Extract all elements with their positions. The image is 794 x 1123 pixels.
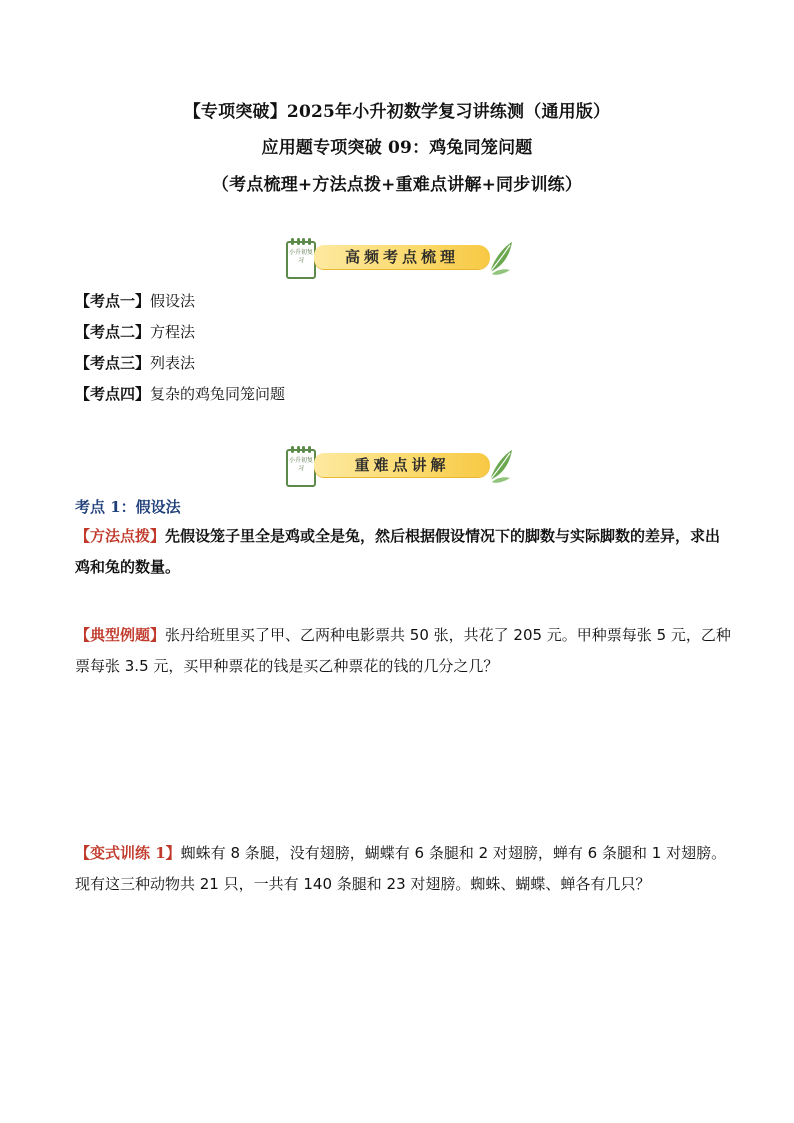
leaf-icon (486, 238, 516, 278)
variant-tag: 【变式训练 1】 (75, 844, 181, 862)
notebook-icon-text: 小升初复习 (288, 249, 313, 264)
notebook-icon (286, 449, 316, 487)
example-tag: 【典型例题】 (75, 626, 166, 644)
example-text: 张丹给班里买了甲、乙两种电影票共 50 张，共花了 205 元。甲种票每张 5 元，乙种票每张 3.5 元，买甲种票花的钱是买乙种票花的钱的几分之几？ (75, 626, 731, 675)
banner-kaodian (286, 238, 516, 282)
doc-title-line3: （考点梳理+方法点拨+重难点讲解+同步训练） (211, 175, 583, 195)
kaodian-tag: 【考点三】 (75, 354, 151, 372)
kaodian-tag: 【考点一】 (75, 292, 151, 310)
method-text: 先假设笼子里全是鸡或全是兔，然后根据假设情况下的脚数与实际脚数的差异，求出鸡和兔的数量。 (75, 527, 721, 576)
notebook-icon-text: 小升初复习 (288, 457, 313, 472)
kaodian-text: 列表法 (150, 354, 196, 372)
variant-paragraph (75, 838, 735, 900)
example-paragraph (75, 620, 735, 682)
method-paragraph (75, 521, 735, 583)
leaf-icon (486, 446, 516, 486)
banner-label: 重难点讲解 (354, 456, 450, 474)
kaodian-tag: 【考点二】 (75, 323, 151, 341)
kaodian-item (75, 352, 195, 373)
banner-zhongnandian (286, 446, 516, 490)
kaodian-text: 方程法 (150, 323, 196, 341)
kaodian-item (75, 290, 195, 311)
method-tag: 【方法点拨】 (75, 527, 166, 545)
kaodian-text: 复杂的鸡兔同笼问题 (150, 385, 286, 403)
kaodian-item (75, 383, 285, 404)
banner-label: 高频考点梳理 (344, 248, 459, 266)
doc-title-line2: 应用题专项突破 09：鸡兔同笼问题 (261, 138, 533, 158)
notebook-icon (286, 241, 316, 279)
kaodian-item (75, 321, 195, 342)
section-heading: 考点 1：假设法 (75, 498, 181, 516)
doc-title-line1: 【专项突破】2025年小升初数学复习讲练测（通用版） (183, 102, 611, 122)
kaodian-text: 假设法 (150, 292, 196, 310)
variant-text: 蜘蛛有 8 条腿，没有翅膀，蝴蝶有 6 条腿和 2 对翅膀，蝉有 6 条腿和 1 对翅膀。现有这三种动物共 21 只，一共有 140 条腿和 23 对翅膀。蜘蛛、蝴蝶、蝉各有几只？ (75, 844, 727, 893)
kaodian-tag: 【考点四】 (75, 385, 151, 403)
